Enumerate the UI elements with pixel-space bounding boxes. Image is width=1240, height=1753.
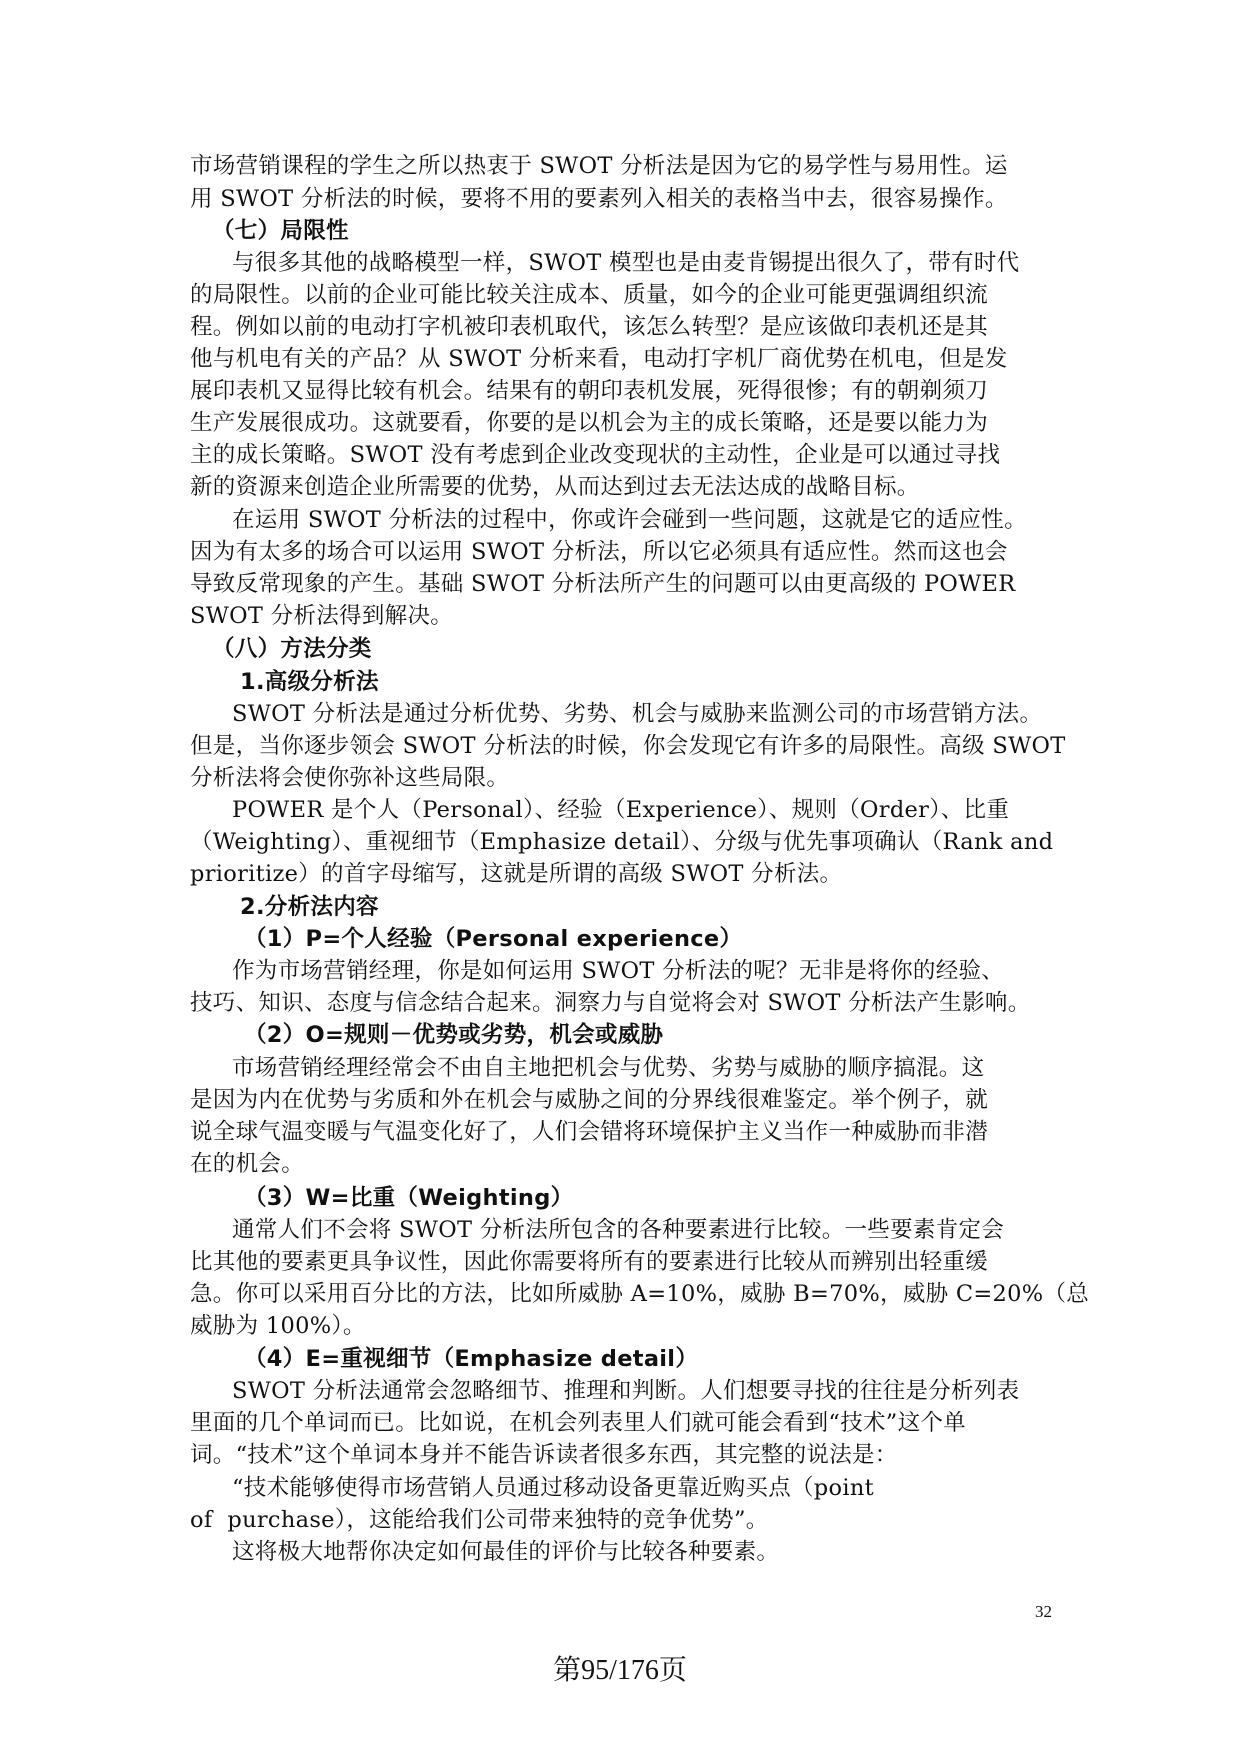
item-heading: （3）W=比重（Weighting） — [244, 1185, 574, 1211]
paragraph-line: prioritize）的首字母缩写，这就是所谓的高级 SWOT 分析法。 — [190, 861, 843, 887]
paragraph-line: 市场营销经理经常会不由自主地把机会与优势、劣势与威胁的顺序搞混。这 — [232, 1055, 985, 1081]
paragraph-line: SWOT 分析法得到解决。 — [190, 603, 454, 629]
subsection-heading: 1.高级分析法 — [240, 669, 379, 695]
paragraph-line: 技巧、知识、态度与信念结合起来。洞察力与自觉将会对 SWOT 分析法产生影响。 — [190, 990, 1031, 1016]
item-heading: （2）O=规则－优势或劣势，机会或威胁 — [244, 1022, 664, 1048]
item-heading: （4）E=重视细节（Emphasize detail） — [244, 1346, 699, 1372]
paragraph-line: 词。“技术”这个单词本身并不能告诉读者很多东西，其完整的说法是： — [190, 1442, 898, 1468]
quote-line: of purchase），这能给我们公司带来独特的竞争优势”。 — [190, 1507, 769, 1533]
paragraph-line: 与很多其他的战略模型一样，SWOT 模型也是由麦肯锡提出很久了，带有时代 — [232, 250, 1020, 276]
subsection-heading: 2.分析法内容 — [240, 894, 379, 920]
paragraph-line: 威胁为 100%）。 — [190, 1313, 366, 1339]
item-heading: （1）P=个人经验（Personal experience） — [244, 926, 743, 952]
paragraph-line: 生产发展很成功。这就要看，你要的是以机会为主的成长策略，还是要以能力为 — [190, 410, 989, 436]
paragraph-line: 比其他的要素更具争议性，因此你需要将所有的要素进行比较从而辨别出轻重缓 — [190, 1249, 989, 1275]
paragraph-line: 这将极大地帮你决定如何最佳的评价与比较各种要素。 — [232, 1539, 780, 1565]
paragraph-line: 在运用 SWOT 分析法的过程中，你或许会碰到一些问题，这就是它的适应性。 — [232, 507, 1027, 533]
quote-line: “技术能够使得市场营销人员通过移动设备更靠近购买点（point — [232, 1475, 874, 1501]
paragraph-line: 市场营销课程的学生之所以热衷于 SWOT 分析法是因为它的易学性与易用性。运 — [190, 153, 1008, 179]
paragraph-line: 因为有太多的场合可以运用 SWOT 分析法，所以它必须具有适应性。然而这也会 — [190, 539, 1008, 565]
page-number: 32 — [1035, 1602, 1052, 1621]
section-heading: （七）局限性 — [212, 218, 349, 244]
paragraph-line: SWOT 分析法是通过分析优势、劣势、机会与威胁来监测公司的市场营销方法。 — [232, 701, 1043, 727]
paragraph-line: 说全球气温变暖与气温变化好了，人们会错将环境保护主义当作一种威胁而非潜 — [190, 1119, 989, 1145]
paragraph-line: 在的机会。 — [190, 1151, 305, 1177]
paragraph-line: 作为市场营销经理，你是如何运用 SWOT 分析法的呢？无非是将你的经验、 — [232, 958, 1005, 984]
paragraph-line: 分析法将会使你弥补这些局限。 — [190, 765, 510, 791]
paragraph-line: 主的成长策略。SWOT 没有考虑到企业改变现状的主动性，企业是可以通过寻找 — [190, 442, 1001, 468]
paragraph-line: 他与机电有关的产品？从 SWOT 分析来看，电动打字机厂商优势在机电，但是发 — [190, 346, 1008, 372]
paragraph-line: POWER 是个人（Personal）、经验（Experience）、规则（Order）、比重 — [232, 797, 1010, 823]
paragraph-line: 展印表机又显得比较有机会。结果有的朝印表机发展，死得很惨；有的朝剃须刀 — [190, 378, 989, 404]
paragraph-line: 程。例如以前的电动打字机被印表机取代，该怎么转型？是应该做印表机还是其 — [190, 314, 989, 340]
paragraph-line: 用 SWOT 分析法的时候，要将不用的要素列入相关的表格当中去，很容易操作。 — [190, 186, 1008, 212]
paragraph-line: 导致反常现象的产生。基础 SWOT 分析法所产生的问题可以由更高级的 POWER — [190, 571, 1016, 597]
paragraph-line: （Weighting）、重视细节（Emphasize detail）、分级与优先事项确认（Rank and — [190, 829, 1054, 855]
paragraph-line: SWOT 分析法通常会忽略细节、推理和判断。人们想要寻找的往往是分析列表 — [232, 1378, 1020, 1404]
paragraph-line: 新的资源来创造企业所需要的优势，从而达到过去无法达成的战略目标。 — [190, 474, 920, 500]
paragraph-line: 通常人们不会将 SWOT 分析法所包含的各种要素进行比较。一些要素肯定会 — [232, 1217, 1005, 1243]
page-footer: 第95/176页 — [553, 1655, 687, 1686]
paragraph-line: 的局限性。以前的企业可能比较关注成本、质量，如今的企业可能更强调组织流 — [190, 282, 989, 308]
section-heading: （八）方法分类 — [212, 636, 372, 662]
paragraph-line: 但是，当你逐步领会 SWOT 分析法的时候，你会发现它有许多的局限性。高级 SWOT — [190, 733, 1066, 759]
paragraph-line: 是因为内在优势与劣质和外在机会与威胁之间的分界线很难鉴定。举个例子，就 — [190, 1087, 989, 1113]
paragraph-line: 里面的几个单词而已。比如说，在机会列表里人们就可能会看到“技术”这个单 — [190, 1410, 967, 1436]
paragraph-line: 急。你可以采用百分比的方法，比如所威胁 A=10%，威胁 B=70%，威胁 C=20%（总 — [190, 1281, 1090, 1307]
